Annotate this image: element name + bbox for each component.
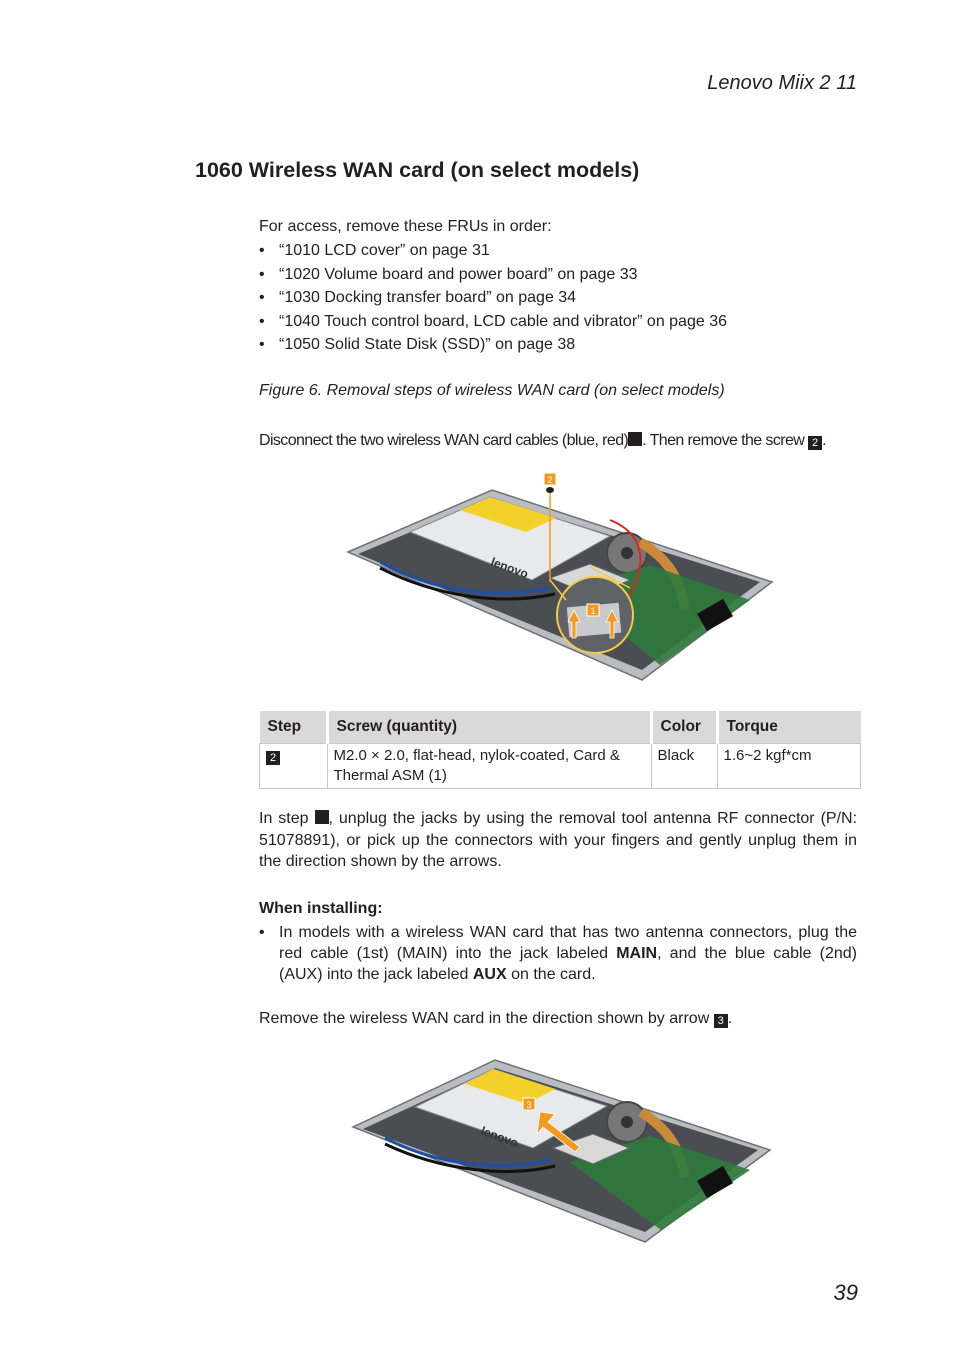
table-cell-torque: 1.6~2 kgf*cm [717, 744, 861, 789]
battery-brand-text: lenovo [478, 1123, 521, 1151]
section-title: 1060 Wireless WAN card (on select models) [195, 158, 640, 182]
wwan-removal-figure-1 [340, 470, 780, 685]
main-label: MAIN [616, 945, 658, 962]
table-header-step: Step [260, 711, 328, 744]
document-header-title: Lenovo Miix 2 11 [707, 72, 857, 94]
step1-badge-blank [628, 432, 642, 446]
installing-text: on the card. [506, 966, 596, 983]
installing-heading: When installing: [259, 900, 383, 917]
unplug-text: , unplug the jacks by using the removal tool antenna RF connector (P/N: 51078891), or pick up the connectors with your fingers and gently unplug them in the direction shown by the arrows. [259, 810, 858, 870]
step1-instruction [259, 432, 826, 450]
step3-instruction [259, 1007, 732, 1031]
aux-label: AUX [472, 966, 507, 983]
intro-text: For access, remove these FRUs in order: [259, 218, 552, 235]
table-row [260, 744, 861, 789]
table-cell-screw: M2.0 × 2.0, flat-head, nylok-coated, Card & Thermal ASM (1) [327, 744, 651, 789]
list-item: • “1050 Solid State Disk (SSD)” on page 38 [259, 333, 859, 357]
figure-caption: Figure 6. Removal steps of wireless WAN card (on select models) [259, 382, 725, 399]
wwan-removal-figure-2 [345, 1052, 775, 1247]
battery-brand-text: lenovo [488, 554, 531, 582]
unplug-text: In step [259, 810, 309, 827]
step-badge-3: 3 [714, 1014, 728, 1028]
list-item: • “1040 Touch control board, LCD cable and vibrator” on page 36 [259, 310, 859, 334]
installing-bullet [259, 922, 857, 985]
fru-list [259, 239, 859, 357]
figure1-badge-2: 2 [547, 475, 553, 485]
installing-text: , and the blue cable (2nd) (AUX) into the jack labeled [279, 945, 857, 983]
figure1-badge-1: 1 [590, 606, 596, 616]
step1-text: . Then remove the screw [642, 432, 805, 449]
step-badge-2: 2 [266, 751, 280, 765]
step3-text: . [727, 1010, 733, 1027]
table-cell-step [260, 744, 328, 789]
unplug-paragraph [259, 808, 857, 873]
screw-table [259, 711, 861, 789]
step-badge-blank [315, 810, 329, 824]
installing-text: In models with a wireless WAN card that has two antenna connectors, plug the red cable (1st) (MAIN) into the jack labeled [279, 924, 857, 962]
table-header-screw: Screw (quantity) [327, 711, 651, 744]
list-item: • “1010 LCD cover” on page 31 [259, 239, 859, 263]
page-number: 39 [833, 1280, 858, 1305]
figure2-badge-3: 3 [526, 1100, 532, 1110]
table-header-torque: Torque [717, 711, 861, 744]
table-cell-color: Black [651, 744, 717, 789]
table-header-color: Color [651, 711, 717, 744]
list-item: • “1030 Docking transfer board” on page 34 [259, 286, 859, 310]
step1-text: . [822, 432, 826, 449]
bullet-symbol: • [259, 924, 265, 941]
step-badge-2: 2 [808, 436, 822, 450]
step3-text: Remove the wireless WAN card in the direction shown by arrow [259, 1010, 710, 1027]
step1-text: Disconnect the two wireless WAN card cables (blue, red) [259, 432, 629, 449]
list-item: • “1020 Volume board and power board” on page 33 [259, 263, 859, 287]
